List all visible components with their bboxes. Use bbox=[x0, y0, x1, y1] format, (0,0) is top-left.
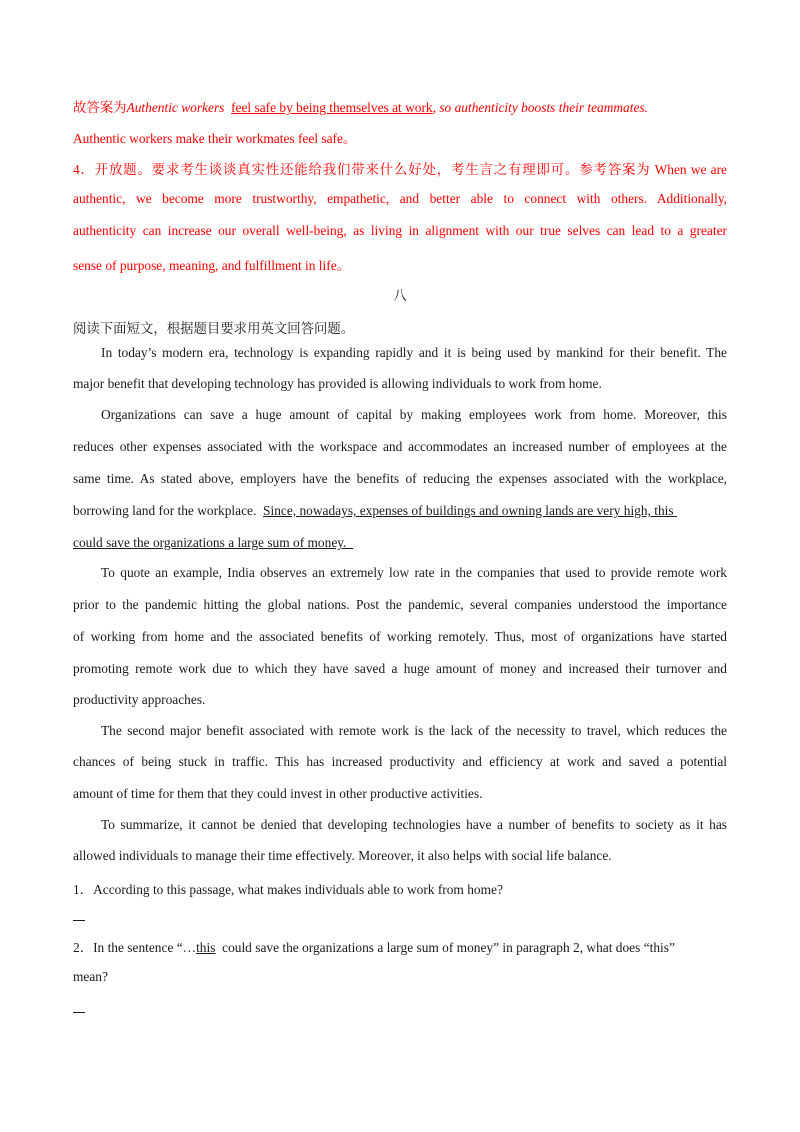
p2-line-5 bbox=[73, 535, 353, 551]
question-2-line-1 bbox=[73, 937, 675, 956]
question-2-line-2: mean? bbox=[73, 969, 108, 984]
p3-line-3: of working from home and the associated benefits of working remotely. Thus, most of organizations have started bbox=[73, 629, 727, 644]
p2-line-4 bbox=[73, 503, 677, 519]
answer-prefix: 故答案为 bbox=[73, 100, 127, 115]
q4-answer-line-4: sense of purpose, meaning, and fulfillment in life。 bbox=[73, 258, 351, 273]
answer-comma: , bbox=[432, 100, 436, 115]
answer-italic-subject: Authentic workers bbox=[126, 100, 225, 115]
answer-italic-end: so authenticity boosts their teammates. bbox=[435, 100, 648, 115]
p2-underlined-sentence-end: could save the organizations a large sum of money. bbox=[73, 535, 347, 550]
p3-line-4: promoting remote work due to which they have saved a huge amount of money and increased their turnover and bbox=[73, 661, 727, 676]
p4-line-2: chances of being stuck in traffic. This has increased productivity and efficiency at work and saved a potential bbox=[73, 754, 727, 769]
p5-line-1: To summarize, it cannot be denied that developing technologies have a number of benefits to society as it has bbox=[101, 817, 727, 832]
question-2-after: could save the organizations a large sum of money” in paragraph 2, what does “this” bbox=[215, 940, 675, 955]
p3-line-1: To quote an example, India observes an extremely low rate in the companies that used to provide remote work bbox=[101, 565, 727, 580]
p1-line-1: In today’s modern era, technology is expanding rapidly and it is being used by mankind for their benefit. The bbox=[101, 345, 727, 360]
p4-line-3: amount of time for them that they could invest in other productive activities. bbox=[73, 786, 483, 801]
q4-answer-line-2: authentic, we become more trustworthy, empathetic, and better able to connect with others. Additionally, bbox=[73, 191, 727, 206]
answer-underlined-phrase: feel safe by being themselves at work bbox=[231, 100, 433, 115]
p1-line-2: major benefit that developing technology has provided is allowing individuals to work from home. bbox=[73, 376, 602, 391]
p3-line-2: prior to the pandemic hitting the global nations. Post the pandemic, several companies understood the importance bbox=[73, 597, 727, 612]
answer-line-2: Authentic workers make their workmates feel safe。 bbox=[73, 131, 357, 146]
p4-line-1: The second major benefit associated with remote work is the lack of the necessity to travel, which reduces the bbox=[101, 723, 727, 738]
answer-blank-1 bbox=[73, 920, 85, 921]
answer-blank-2 bbox=[73, 1012, 85, 1013]
section-number: 八 bbox=[393, 288, 407, 303]
p2-line-4-plain: borrowing land for the workplace. bbox=[73, 503, 257, 518]
q4-answer-line-3: authenticity can increase our overall well-being, as living in alignment with our true selves can lead to a greater bbox=[73, 223, 727, 238]
question-2-underlined-word: this bbox=[196, 940, 216, 955]
q4-answer-line-1: 4．开放题。要求考生谈谈真实性还能给我们带来什么好处，考生言之有理即可。参考答案为 When we are bbox=[73, 162, 727, 177]
p2-line-2: reduces other expenses associated with the workspace and accommodates an increased number of employees at the bbox=[73, 439, 727, 454]
p2-line-1: Organizations can save a huge amount of capital by making employees work from home. Moreover, this bbox=[101, 407, 727, 422]
answer-line-1 bbox=[73, 97, 648, 116]
p5-line-2: allowed individuals to manage their time effectively. Moreover, it also helps with social life balance. bbox=[73, 848, 612, 863]
question-1: 1．According to this passage, what makes individuals able to work from home? bbox=[73, 882, 503, 897]
question-2-before: 2．In the sentence “… bbox=[73, 940, 197, 955]
p2-line-3: same time. As stated above, employers have the benefits of reducing the expenses associated with the workplace, bbox=[73, 471, 727, 486]
p3-line-5: productivity approaches. bbox=[73, 692, 206, 707]
instruction: 阅读下面短文，根据题目要求用英文回答问题。 bbox=[73, 321, 355, 336]
p2-underlined-sentence-start: Since, nowadays, expenses of buildings and owning lands are very high, this bbox=[263, 503, 674, 518]
